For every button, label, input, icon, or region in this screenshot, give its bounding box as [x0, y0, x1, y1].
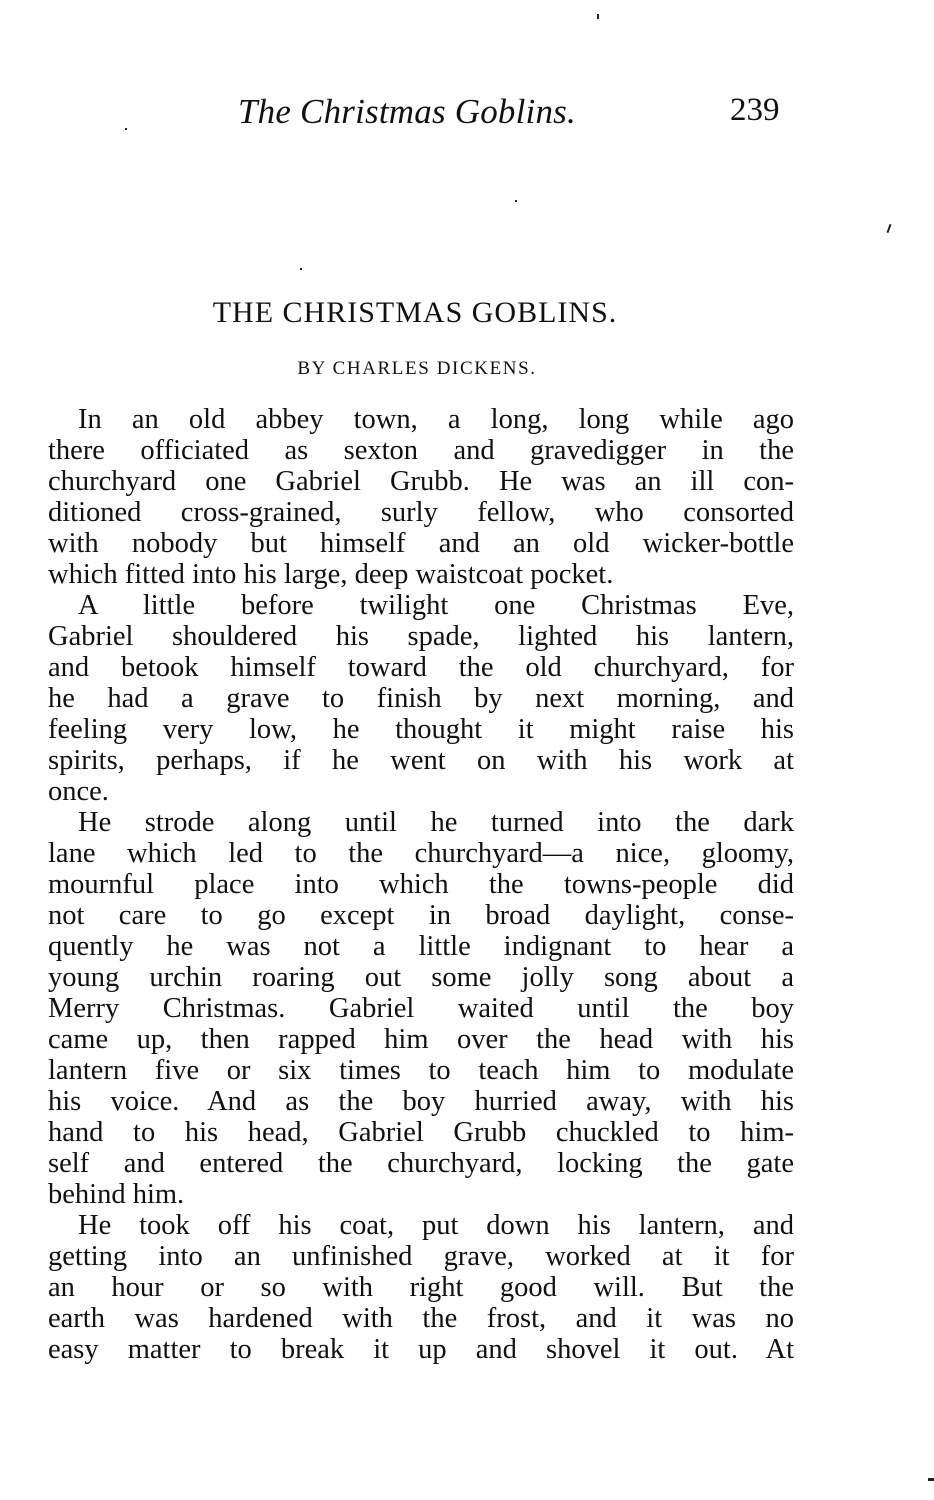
text-line: quently he was not a little indignant to hear a — [48, 931, 794, 962]
text-line: with nobody but himself and an old wicker-bottle — [48, 528, 794, 559]
text-line: behind him. — [48, 1179, 185, 1210]
article-body — [48, 404, 794, 1365]
scan-speck — [515, 200, 517, 202]
text-line: lane which led to the churchyard—a nice, gloomy, — [48, 838, 794, 869]
text-line: came up, then rapped him over the head with his — [48, 1024, 794, 1055]
text-line: Gabriel shouldered his spade, lighted his lantern, — [48, 621, 794, 652]
text-line: In an old abbey town, a long, long while ago — [78, 404, 794, 435]
text-line: He strode along until he turned into the dark — [78, 807, 794, 838]
text-line: spirits, perhaps, if he went on with his work at — [48, 745, 794, 776]
text-line: mournful place into which the towns-people did — [48, 869, 794, 900]
text-line: lantern five or six times to teach him to modulate — [48, 1055, 794, 1086]
text-line: his voice. And as the boy hurried away, with his — [48, 1086, 794, 1117]
text-line: self and entered the churchyard, locking the gate — [48, 1148, 794, 1179]
text-line: feeling very low, he thought it might raise his — [48, 714, 794, 745]
text-line: earth was hardened with the frost, and it was no — [48, 1303, 794, 1334]
text-line: He took off his coat, put down his lantern, and — [78, 1210, 794, 1241]
text-line: hand to his head, Gabriel Grubb chuckled to him- — [48, 1117, 794, 1148]
text-line: ditioned cross-grained, surly fellow, who consorted — [48, 497, 794, 528]
article-title: THE CHRISTMAS GOBLINS. — [212, 296, 618, 329]
running-head — [0, 92, 934, 142]
text-line: A little before twilight one Christmas Eve, — [78, 590, 794, 621]
text-line: and betook himself toward the old churchyard, for — [48, 652, 794, 683]
text-line: an hour or so with right good will. But the — [48, 1272, 794, 1303]
page-number: 239 — [730, 92, 780, 128]
text-line: Merry Christmas. Gabriel waited until the boy — [48, 993, 794, 1024]
text-line: young urchin roaring out some jolly song about a — [48, 962, 794, 993]
article-byline: BY CHARLES DICKENS. — [297, 358, 537, 379]
scan-speck — [928, 1478, 934, 1481]
text-line: once. — [48, 776, 109, 807]
text-line: there officiated as sexton and gravedigger in the — [48, 435, 794, 466]
scan-speck — [597, 14, 599, 19]
text-line: not care to go except in broad daylight, conse- — [48, 900, 794, 931]
text-line: churchyard one Gabriel Grubb. He was an ill con- — [48, 466, 794, 497]
running-head-title: The Christmas Goblins. — [238, 92, 576, 131]
text-line: he had a grave to finish by next morning, and — [48, 683, 794, 714]
text-line: easy matter to break it up and shovel it out. At — [48, 1334, 794, 1365]
scan-speck — [125, 128, 127, 130]
scan-speck — [887, 224, 892, 233]
scan-speck — [300, 268, 302, 270]
text-line: getting into an unfinished grave, worked at it for — [48, 1241, 794, 1272]
text-line: which fitted into his large, deep waistcoat pocket. — [48, 559, 614, 590]
